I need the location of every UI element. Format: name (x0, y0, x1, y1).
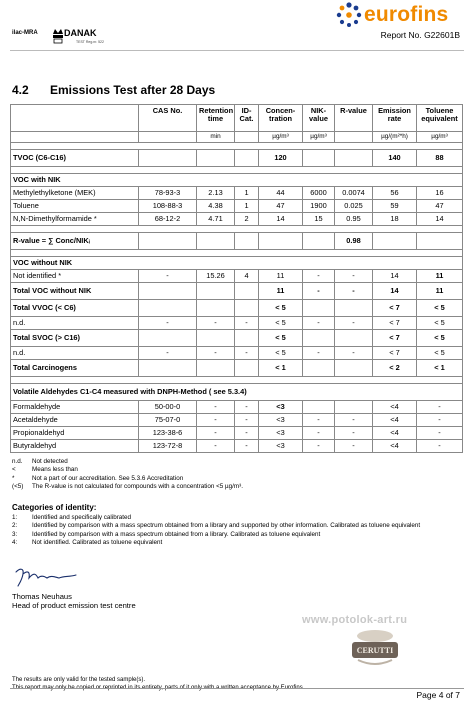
accreditation-logos (12, 26, 152, 48)
cell (197, 300, 235, 317)
note-text: Not detected (32, 458, 68, 465)
table-row (11, 200, 463, 213)
cell: - (335, 414, 373, 427)
cell: - (335, 283, 373, 300)
cell: < 1 (417, 360, 463, 377)
cell: 1900 (303, 200, 335, 213)
cell: - (235, 317, 259, 330)
watermark-text: www.potolok-art.ru (302, 614, 408, 626)
header-divider (10, 50, 464, 51)
category-item (12, 531, 452, 539)
cell: 78-93-3 (139, 187, 197, 200)
unit-cell (235, 132, 259, 143)
cell: 11 (259, 283, 303, 300)
category-text: Identified by comparison with a mass spectrum obtained from a library. Calibrated as toluene equivalent (32, 530, 321, 538)
cell: < 7 (373, 330, 417, 347)
table-header-row (11, 105, 463, 132)
table-units-row (11, 132, 463, 143)
eurofins-wordmark: eurofins (364, 3, 449, 26)
table-row-total-svoc (11, 330, 463, 347)
cell: < 5 (417, 300, 463, 317)
group-title-row (11, 257, 463, 270)
cell: <3 (259, 401, 303, 414)
cell: < 5 (417, 317, 463, 330)
column-header: Emission rate (373, 105, 417, 132)
cell: - (235, 401, 259, 414)
spacer-row (11, 377, 463, 384)
categories-list (12, 514, 452, 547)
cell: - (197, 440, 235, 453)
row-label: Total SVOC (> C16) (11, 330, 139, 347)
cell: 14 (259, 213, 303, 226)
cell (197, 283, 235, 300)
cell (335, 150, 373, 167)
cell: - (417, 401, 463, 414)
categories-title: Categories of identity: (12, 503, 97, 512)
cell: - (335, 270, 373, 283)
cell: 140 (373, 150, 417, 167)
spacer-cell (11, 250, 463, 257)
table-row (11, 317, 463, 330)
report-number: Report No. G22601B (380, 30, 460, 40)
section-title (12, 83, 215, 97)
unit-cell: µg/m³ (259, 132, 303, 143)
cell (197, 360, 235, 377)
cell: 6000 (303, 187, 335, 200)
cell: 1 (235, 187, 259, 200)
spacer-cell (11, 377, 463, 384)
cell: 47 (417, 200, 463, 213)
table-row-total-voc-without-nik (11, 283, 463, 300)
cell: - (235, 347, 259, 360)
unit-cell (11, 132, 139, 143)
eurofins-dots-icon (336, 2, 362, 28)
unit-cell (335, 132, 373, 143)
cell: 2.13 (197, 187, 235, 200)
cell: < 5 (259, 347, 303, 360)
group-title: Volatile Aldehydes C1-C4 measured with DNPH-Method ( see 5.3.4) (11, 384, 463, 401)
spacer-cell (11, 167, 463, 174)
cell: < 7 (373, 300, 417, 317)
cell: - (303, 283, 335, 300)
cell: - (417, 440, 463, 453)
cell: - (235, 427, 259, 440)
cell: 2 (235, 213, 259, 226)
unit-cell: µg/m³ (417, 132, 463, 143)
cell: <3 (259, 440, 303, 453)
cell: 108-88-3 (139, 200, 197, 213)
cell: - (303, 317, 335, 330)
row-label: Not identified * (11, 270, 139, 283)
cell (139, 330, 197, 347)
cell: - (197, 317, 235, 330)
cell (139, 150, 197, 167)
cell (335, 401, 373, 414)
cell: - (139, 270, 197, 283)
cell: 11 (417, 283, 463, 300)
column-header: Retention time (197, 105, 235, 132)
table-row-total-carcinogens (11, 360, 463, 377)
category-key: 1: (12, 514, 18, 521)
table-row (11, 440, 463, 453)
column-header: Concen-tration (259, 105, 303, 132)
cell (235, 233, 259, 250)
cell (303, 330, 335, 347)
cell: - (197, 427, 235, 440)
cell (303, 150, 335, 167)
cell: 15.26 (197, 270, 235, 283)
cell: 14 (373, 270, 417, 283)
cell (235, 330, 259, 347)
category-item (12, 514, 452, 522)
cell: < 5 (259, 330, 303, 347)
note-key: * (12, 474, 15, 482)
category-item (12, 539, 452, 547)
cell: < 7 (373, 317, 417, 330)
footer-divider (10, 688, 464, 689)
note-text: Means less than (32, 466, 78, 474)
signatory (12, 592, 136, 610)
cell (197, 150, 235, 167)
cell: 14 (417, 213, 463, 226)
cell (197, 330, 235, 347)
cell: 88 (417, 150, 463, 167)
group-title: VOC without NIK (11, 257, 463, 270)
row-label: Acetaldehyde (11, 414, 139, 427)
cell: < 1 (259, 360, 303, 377)
cell: 0.95 (335, 213, 373, 226)
handwritten-signature (14, 566, 78, 588)
cell: < 2 (373, 360, 417, 377)
footer-disclaimer (12, 676, 304, 692)
cell: 50-00-0 (139, 401, 197, 414)
cell (139, 233, 197, 250)
cell: < 7 (373, 347, 417, 360)
category-text: Identified and specifically calibrated (32, 514, 132, 521)
note-key: (<5) (12, 482, 24, 490)
cell: - (417, 427, 463, 440)
cell (139, 360, 197, 377)
cell: - (197, 414, 235, 427)
row-label: N,N-Dimethylformamide * (11, 213, 139, 226)
cell: < 5 (259, 317, 303, 330)
cell (259, 233, 303, 250)
spacer-row (11, 167, 463, 174)
cell (235, 150, 259, 167)
row-label: TVOC (C6-C16) (11, 150, 139, 167)
cell (373, 233, 417, 250)
row-label: n.d. (11, 347, 139, 360)
cell: - (303, 270, 335, 283)
cell: - (335, 317, 373, 330)
cell: - (139, 347, 197, 360)
cell: - (417, 414, 463, 427)
signatory-role: Head of product emission test centre (12, 601, 136, 610)
table-row (11, 213, 463, 226)
spacer-cell (11, 226, 463, 233)
footer-line: The results are only valid for the tested sample(s). (12, 677, 146, 683)
page-number: Page 4 of 7 (416, 690, 460, 700)
cell: 44 (259, 187, 303, 200)
cell: 120 (259, 150, 303, 167)
cell: 0.98 (335, 233, 373, 250)
row-label: Toluene (11, 200, 139, 213)
cell: - (303, 347, 335, 360)
table-row-total-vvoc (11, 300, 463, 317)
cerutti-stamp-logo (350, 628, 400, 670)
cell: 56 (373, 187, 417, 200)
table-row-tvoc (11, 150, 463, 167)
column-header: CAS No. (139, 105, 197, 132)
row-label: R-value = ∑ Conc/NIKᵢ (11, 233, 139, 250)
cell: 18 (373, 213, 417, 226)
cell: <4 (373, 427, 417, 440)
footer-line: This report may only be copied or reprinted in its entirety, parts of it only with a written acceptance by Eurofins. (12, 685, 305, 691)
category-text: Identified by comparison with a mass spectrum obtained from a library and supported by other information. Calibrated as toluene equivalent (32, 522, 421, 530)
category-key: 2: (12, 522, 18, 530)
note-line (12, 483, 243, 491)
cell: - (139, 317, 197, 330)
category-key: 4: (12, 538, 18, 546)
column-header: ID-Cat. (235, 105, 259, 132)
section-heading: Emissions Test after 28 Days (50, 83, 216, 97)
cell: - (197, 401, 235, 414)
cell: 4.38 (197, 200, 235, 213)
cell (417, 233, 463, 250)
row-label: Formaldehyde (11, 401, 139, 414)
cell: 16 (417, 187, 463, 200)
spacer-cell (11, 143, 463, 150)
cell: 75-07-0 (139, 414, 197, 427)
cell (335, 360, 373, 377)
note-key: n.d. (12, 458, 23, 465)
cell: 0.0074 (335, 187, 373, 200)
table-row (11, 401, 463, 414)
note-line (12, 475, 243, 483)
cell: 11 (417, 270, 463, 283)
spacer-row (11, 143, 463, 150)
danak-logo: DANAK (64, 28, 97, 38)
cell: 4.71 (197, 213, 235, 226)
table-row (11, 347, 463, 360)
cell (303, 233, 335, 250)
column-header: Toluene equivalent (417, 105, 463, 132)
cell: - (303, 440, 335, 453)
cell: - (235, 414, 259, 427)
cell: - (303, 427, 335, 440)
unit-cell: min (197, 132, 235, 143)
cell: <3 (259, 414, 303, 427)
eurofins-logo (336, 2, 472, 28)
row-label: Methylethylketone (MEK) (11, 187, 139, 200)
cell: 123-38-6 (139, 427, 197, 440)
cell: 123-72-8 (139, 440, 197, 453)
cell: 68-12-2 (139, 213, 197, 226)
category-key: 3: (12, 530, 18, 538)
table-row (11, 427, 463, 440)
cell: <4 (373, 414, 417, 427)
cell: - (303, 414, 335, 427)
table-notes (12, 458, 243, 491)
note-text: The R-value is not calculated for compounds with a concentration <5 µg/m³. (32, 482, 244, 490)
note-line (12, 466, 243, 474)
cell: < 5 (259, 300, 303, 317)
cell: <4 (373, 440, 417, 453)
row-label: Total VOC without NIK (11, 283, 139, 300)
table-row (11, 414, 463, 427)
cell: 47 (259, 200, 303, 213)
ilac-mra-logo: ilac-MRA (12, 30, 38, 36)
cell: < 5 (417, 330, 463, 347)
cell: 59 (373, 200, 417, 213)
cell: - (235, 440, 259, 453)
row-label: Total Carcinogens (11, 360, 139, 377)
table-row (11, 187, 463, 200)
cell (303, 300, 335, 317)
spacer-row (11, 226, 463, 233)
table-row (11, 270, 463, 283)
danak-registration: TEST Reg.nr. 522 (76, 40, 104, 44)
cell (303, 401, 335, 414)
cell: - (335, 440, 373, 453)
stamp-text: CERUTTI (356, 646, 394, 655)
unit-cell (139, 132, 197, 143)
cell: 14 (373, 283, 417, 300)
cell (335, 330, 373, 347)
signatory-name: Thomas Neuhaus (12, 592, 72, 601)
cell: 4 (235, 270, 259, 283)
row-label: Total VVOC (< C6) (11, 300, 139, 317)
cell (235, 300, 259, 317)
cell (235, 283, 259, 300)
cell (139, 300, 197, 317)
category-text: Not identified. Calibrated as toluene equivalent (32, 538, 163, 546)
cell (235, 360, 259, 377)
spacer-row (11, 250, 463, 257)
cell: - (197, 347, 235, 360)
row-label: Butyraldehyd (11, 440, 139, 453)
cell: < 5 (417, 347, 463, 360)
row-label: Propionaldehyd (11, 427, 139, 440)
row-label: n.d. (11, 317, 139, 330)
cell: 0.025 (335, 200, 373, 213)
table-row-rvalue (11, 233, 463, 250)
emissions-table (10, 104, 463, 453)
column-header (11, 105, 139, 132)
column-header: NIK-value (303, 105, 335, 132)
section-number: 4.2 (12, 83, 29, 97)
cell: <4 (373, 401, 417, 414)
cell (197, 233, 235, 250)
group-title-row (11, 384, 463, 401)
cell (303, 360, 335, 377)
category-item (12, 522, 452, 530)
column-header: R-value (335, 105, 373, 132)
cell: 1 (235, 200, 259, 213)
cell (139, 283, 197, 300)
group-title-row (11, 174, 463, 187)
crown-icon (52, 26, 64, 44)
cell: 15 (303, 213, 335, 226)
note-text: Not a part of our accreditation. See 5.3.6 Accreditation (32, 474, 184, 482)
cell: 11 (259, 270, 303, 283)
cell (335, 300, 373, 317)
cell: - (335, 427, 373, 440)
group-title: VOC with NIK (11, 174, 463, 187)
cell: <3 (259, 427, 303, 440)
unit-cell: µg/m³ (303, 132, 335, 143)
cell: - (335, 347, 373, 360)
note-key: < (12, 466, 16, 474)
unit-cell: µg/(m²*h) (373, 132, 417, 143)
note-line (12, 458, 243, 466)
